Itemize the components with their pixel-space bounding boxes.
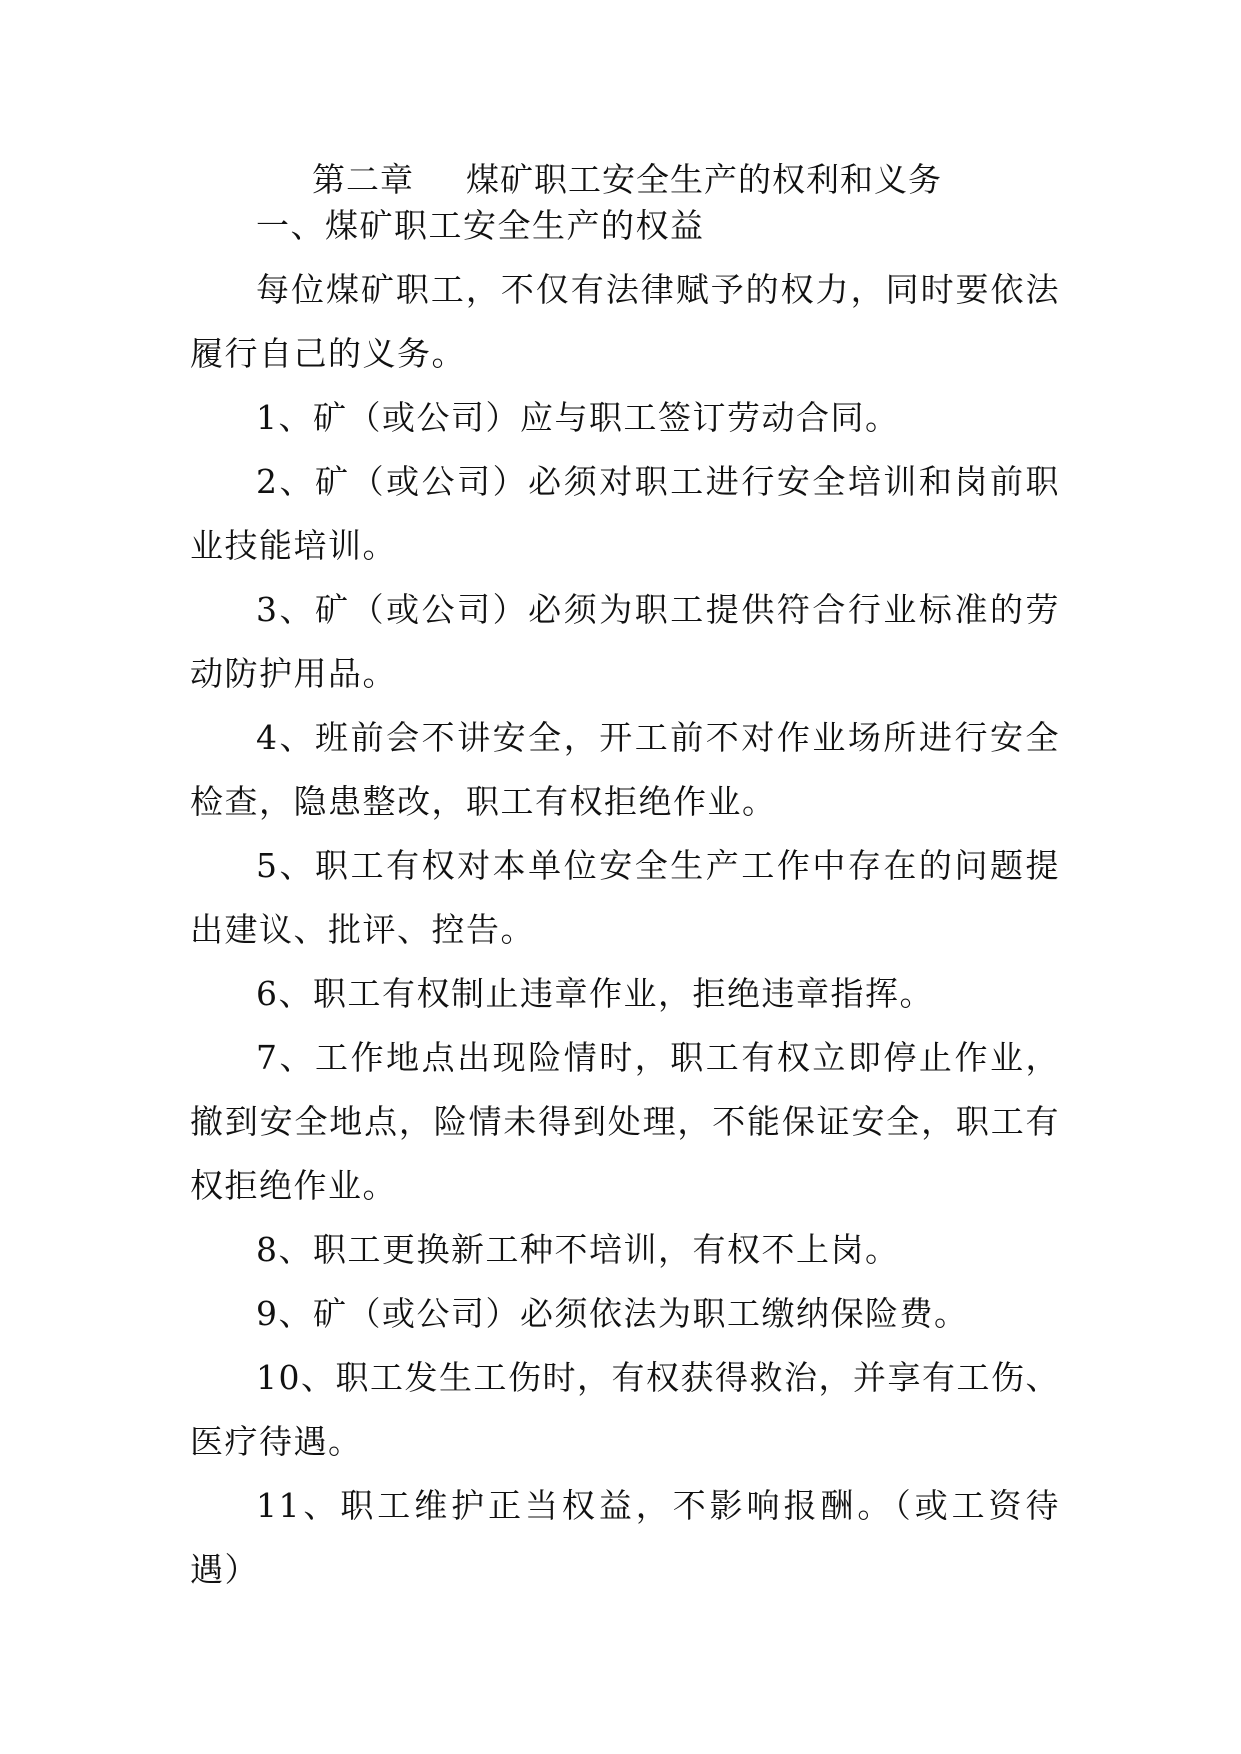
list-item: 2、矿（或公司）必须对职工进行安全培训和岗前职业技能培训。 xyxy=(190,462,1060,565)
list-item: 9、矿（或公司）必须依法为职工缴纳保险费。 xyxy=(256,1294,969,1333)
list-item: 1、矿（或公司）应与职工签订劳动合同。 xyxy=(256,398,900,437)
document-body xyxy=(190,194,1060,1602)
list-item: 6、职工有权制止违章作业，拒绝违章指挥。 xyxy=(256,974,934,1013)
chapter-number: 第二章 xyxy=(312,160,414,199)
list-item: 10、职工发生工伤时，有权获得救治，并享有工伤、医疗待遇。 xyxy=(190,1358,1060,1461)
section-heading: 一、煤矿职工安全生产的权益 xyxy=(256,206,705,245)
list-item: 7、工作地点出现险情时，职工有权立即停止作业，撤到安全地点，险情未得到处理，不能保证安全，职工有权拒绝作业。 xyxy=(190,1038,1060,1205)
list-item: 11、职工维护正当权益，不影响报酬。（或工资待遇） xyxy=(190,1486,1060,1589)
list-item: 3、矿（或公司）必须为职工提供符合行业标准的劳动防护用品。 xyxy=(190,590,1060,693)
list-item: 5、职工有权对本单位安全生产工作中存在的问题提出建议、批评、控告。 xyxy=(190,846,1060,949)
list-item: 4、班前会不讲安全，开工前不对作业场所进行安全检查，隐患整改，职工有权拒绝作业。 xyxy=(190,718,1060,821)
intro-paragraph: 每位煤矿职工，不仅有法律赋予的权力，同时要依法履行自己的义务。 xyxy=(190,270,1060,373)
chapter-name: 煤矿职工安全生产的权利和义务 xyxy=(466,160,942,199)
list-item: 8、职工更换新工种不培训，有权不上岗。 xyxy=(256,1230,900,1269)
